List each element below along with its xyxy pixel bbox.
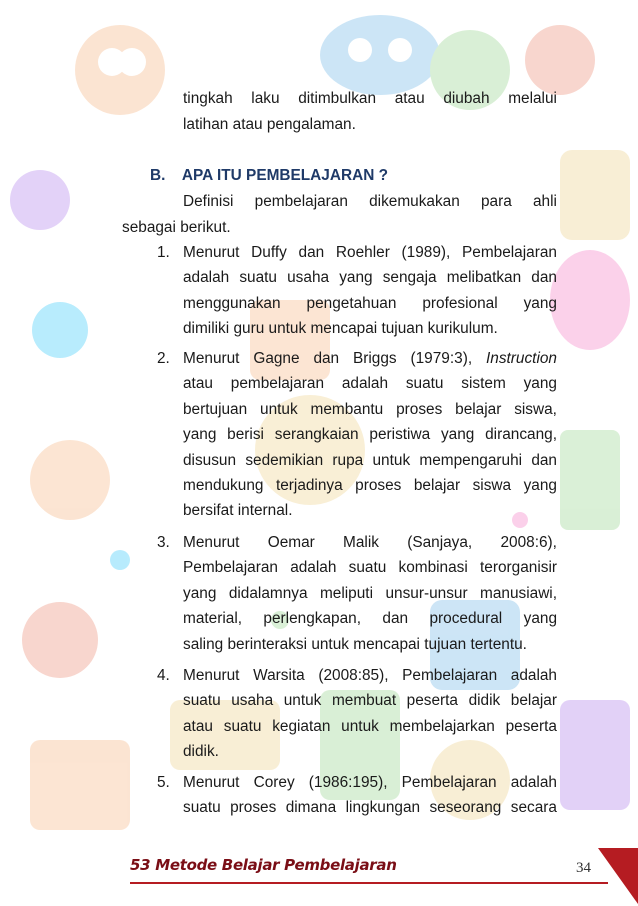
word: didalamnya — [228, 584, 308, 602]
word: material, — [183, 610, 243, 628]
list-item-line — [183, 531, 557, 555]
list-number: 2. — [157, 350, 170, 367]
word: Menurut — [183, 244, 240, 261]
word: Menurut — [183, 350, 240, 367]
word: peserta — [406, 692, 458, 710]
word: belajar — [413, 477, 461, 494]
list-item-line: didik. — [183, 743, 219, 761]
word: membantu — [310, 400, 384, 418]
word: (1986:195), — [308, 774, 388, 791]
word: Menurut — [183, 667, 240, 684]
word: diubah — [443, 90, 490, 107]
word: dan — [298, 244, 325, 261]
word: kegiatan — [272, 717, 331, 735]
word: yang — [523, 375, 557, 393]
word: Briggs — [353, 350, 397, 367]
word: lingkungan — [345, 799, 421, 817]
word: yang — [183, 584, 217, 602]
word: (1979:3), — [410, 350, 473, 367]
list-item-line: saling berinteraksi untuk mencapai tujuan tertentu. — [183, 635, 527, 653]
footer-book-title: 53 Metode Belajar Pembelajaran — [130, 856, 397, 874]
list-item-line: dimiliki guru untuk mencapai tujuan kurikulum. — [183, 320, 498, 338]
list-item-line — [183, 715, 557, 739]
word: profesional — [422, 294, 498, 312]
word: dirancang, — [485, 426, 557, 444]
word: serangkaian — [274, 426, 359, 444]
word: yang — [339, 269, 373, 287]
word: dan — [382, 610, 409, 628]
word: usaha — [231, 692, 274, 710]
word: disusun — [183, 451, 237, 469]
list-item-line — [183, 796, 557, 820]
list-item-line — [183, 398, 557, 422]
word: menggunakan — [183, 294, 281, 312]
word: ahli — [532, 193, 557, 210]
word: rupa — [332, 451, 364, 469]
word: Pembelajaran — [401, 774, 497, 791]
list-item-line — [183, 664, 557, 688]
word: Warsita — [253, 667, 305, 684]
word: melalui — [508, 90, 557, 107]
intro-line-2: latihan atau pengalaman. — [183, 116, 356, 133]
word: kombinasi — [398, 559, 468, 577]
word: yang — [523, 294, 557, 312]
word: unsur-unsur — [385, 584, 468, 602]
list-item-line — [183, 771, 557, 795]
word: seseorang — [429, 799, 502, 817]
word: atau — [183, 717, 213, 735]
word: suatu — [183, 799, 221, 817]
word: belajar — [455, 400, 502, 418]
list-number: 4. — [157, 667, 170, 684]
word: yang — [523, 610, 557, 628]
word: pengetahuan — [306, 294, 397, 312]
word: Roehler — [335, 244, 390, 261]
word: suatu — [223, 717, 262, 735]
word: siswa — [472, 477, 512, 494]
word: Oemar — [267, 534, 315, 551]
list-item-line — [183, 582, 557, 606]
list-item-line — [183, 266, 557, 290]
list-number: 5. — [157, 774, 170, 791]
word: Pembelajaran — [462, 244, 557, 261]
word: ditimbulkan — [298, 90, 377, 107]
word: para — [480, 193, 512, 210]
word: Menurut — [183, 774, 240, 791]
word: Instruction — [485, 350, 557, 367]
word: (Sanjaya, — [407, 534, 473, 551]
word: dan — [313, 350, 340, 367]
word: dan — [531, 269, 557, 287]
word: yang — [523, 477, 557, 494]
word: atau — [394, 90, 425, 107]
definition-line-2: sebagai berikut. — [122, 219, 231, 236]
word: (1989), — [401, 244, 451, 261]
word: dan — [531, 451, 557, 469]
word: peserta — [505, 717, 557, 735]
list-item-line — [183, 689, 557, 713]
word: procedural — [429, 610, 503, 628]
word: adalah — [290, 559, 337, 577]
word: suatu — [239, 269, 277, 287]
list-number: 1. — [157, 244, 170, 261]
word: pembelajaran — [230, 375, 325, 393]
list-item-line — [183, 241, 557, 265]
word: untuk — [372, 451, 411, 469]
word: bertujuan — [183, 400, 248, 418]
word: membelajarkan — [389, 717, 495, 735]
definition-line-1 — [183, 190, 557, 214]
footer-divider — [130, 882, 608, 884]
list-item-line — [183, 292, 557, 316]
word: belajar — [510, 692, 557, 710]
word: Menurut — [183, 534, 240, 551]
list-item-line — [183, 372, 557, 396]
word: Pembelajaran — [183, 559, 278, 577]
word: Gagne — [253, 350, 300, 367]
list-item-line — [183, 449, 557, 473]
word: dikemukakan — [369, 193, 460, 210]
list-item-line — [183, 474, 557, 498]
word: Duffy — [251, 244, 287, 261]
word: adalah — [510, 774, 557, 791]
section-heading: B. APA ITU PEMBELAJARAN ? — [150, 167, 388, 184]
word: Corey — [253, 774, 295, 791]
word: sengaja — [382, 269, 437, 287]
word: yang — [183, 426, 217, 444]
word: mendukung — [183, 477, 264, 494]
word: 2008:6), — [500, 534, 557, 551]
word: Pembelajaran — [402, 667, 498, 684]
word: adalah — [341, 375, 389, 393]
word: pembelajaran — [254, 193, 348, 210]
word: membuat — [331, 692, 397, 710]
word: Definisi — [183, 193, 234, 210]
page-number: 34 — [576, 860, 591, 876]
word: Malik — [343, 534, 379, 551]
word: manusiawi, — [480, 584, 557, 602]
word: (2008:85), — [318, 667, 389, 684]
word: sistem — [461, 375, 506, 393]
word: perlengkapan, — [263, 610, 361, 628]
word: suatu — [405, 375, 444, 393]
word: adalah — [510, 667, 557, 684]
word: suatu — [183, 692, 221, 710]
word: yang — [440, 426, 475, 444]
list-number: 3. — [157, 534, 170, 551]
word: dimana — [285, 799, 337, 817]
word: untuk — [283, 692, 322, 710]
word: berisi — [227, 426, 264, 444]
word: proses — [396, 400, 443, 418]
word: untuk — [260, 400, 298, 418]
word: atau — [183, 375, 213, 393]
word: suatu — [348, 559, 387, 577]
word: proses — [230, 799, 277, 817]
list-item-line: bersifat internal. — [183, 502, 293, 520]
list-item-line — [183, 423, 557, 447]
corner-ribbon — [598, 848, 638, 904]
word: sedemikian — [245, 451, 324, 469]
word: didik — [468, 692, 501, 710]
word: adalah — [183, 269, 230, 287]
word: siswa, — [514, 400, 557, 418]
word: peristiwa — [369, 426, 431, 444]
list-item-line — [183, 556, 557, 580]
word: tingkah — [183, 90, 233, 107]
word: usaha — [287, 269, 330, 287]
word: terjadinya — [275, 477, 343, 494]
word: laku — [251, 90, 280, 107]
list-item-line — [183, 347, 557, 371]
intro-line-1 — [183, 87, 557, 111]
word: meliputi — [319, 584, 374, 602]
list-item-line — [183, 607, 557, 631]
word: melibatkan — [446, 269, 522, 287]
word: terorganisir — [480, 559, 557, 577]
word: untuk — [341, 717, 379, 735]
word: secara — [510, 799, 557, 817]
word: proses — [355, 477, 402, 494]
word: mempengaruhi — [419, 451, 523, 469]
